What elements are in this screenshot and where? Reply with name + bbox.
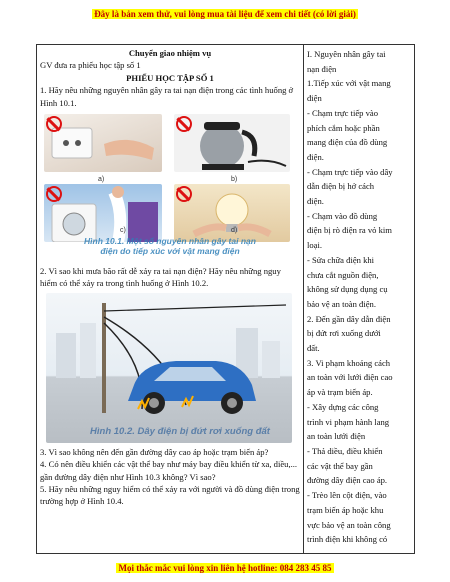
content-line: - Chạm trực tiếp vào dây [307, 166, 393, 177]
content-line: - Thả diều, điều khiển [307, 445, 383, 456]
question-4: 4. Có nên điều khiển các vật thể bay như máy bay điều khiển từ xa, diều,... gần đường dây điện như Hình 10.3 không? Vì sao? [40, 459, 298, 482]
content-line: các vật thể bay gần [307, 460, 373, 471]
content-lines [307, 47, 411, 547]
content-line: phích cắm hoặc phần [307, 122, 380, 133]
figure-c-label: c) [120, 227, 126, 235]
lesson-table [36, 44, 415, 554]
content-line: loại. [307, 240, 323, 251]
content-line: nạn điện [307, 63, 337, 74]
figure-b-label: b) [231, 176, 238, 184]
question-2: 2. Vì sao khi mưa bão rất dễ xảy ra tai nạn điện? Hãy nêu những nguy hiểm có thể xảy ra trong tình huống ở Hình 10.2. [40, 266, 281, 289]
content-line: vực bảo vệ an toàn công [307, 519, 391, 530]
figure-10-2-caption: Hình 10.2. Dây điện bị đứt rơi xuống đất [90, 425, 270, 437]
content-line: điện bị rò điện ra vỏ kim [307, 225, 392, 236]
content-line: điện. [307, 151, 324, 162]
content-line: không sử dụng dụng cụ [307, 284, 388, 295]
fallen-wire-car-illustration [46, 293, 292, 443]
content-line: điện. [307, 196, 324, 207]
content-line: bảo vệ an toàn điện. [307, 298, 376, 309]
question-5: 5. Hãy nêu những nguy hiểm có thể xảy ra với người và đồ dùng điện trong trường hợp ở Hình 10.4. [40, 484, 300, 507]
content-line: điện [307, 93, 322, 104]
content-line: - Chạm vào đồ dùng [307, 210, 378, 221]
content-line: đường dây điện cao áp. [307, 475, 388, 486]
preview-banner: Đây là bản xem thử, vui lòng mua tài liệu để xem chi tiết (có lời giải) [94, 9, 356, 19]
figure-10-2 [40, 293, 300, 443]
question-1: 1. Hãy nêu những nguyên nhân gây ra tai nạn điện trong các tình huống ở Hình 10.1. [40, 85, 294, 108]
content-line: I. Nguyên nhân gây tai [307, 49, 386, 59]
content-line: - Chạm trực tiếp vào [307, 107, 378, 118]
content-line: an toàn lưới điện [307, 431, 366, 442]
content-line: áp và trạm biến áp. [307, 387, 373, 398]
content-line: - Trèo lên cột điện, vào [307, 490, 387, 501]
section-heading: Chuyển giao nhiệm vụ [128, 48, 212, 58]
content-line: đất. [307, 343, 320, 354]
content-line: 3. Vi phạm khoảng cách [307, 357, 391, 368]
teacher-activity-column [37, 45, 304, 554]
content-line: bị đứt rơi xuống dưới [307, 328, 381, 339]
content-line: 1.Tiếp xúc với vật mang [307, 78, 391, 89]
intro-text: GV đưa ra phiếu học tập số 1 [40, 60, 141, 71]
content-column [304, 45, 415, 554]
content-line: trạm biến áp hoặc khu [307, 504, 384, 515]
content-line: trình điện khi không có [307, 534, 388, 545]
content-line: dẫn điện bị hở cách [307, 181, 375, 192]
content-line: mang điện của đồ dùng [307, 137, 388, 148]
content-line: - Sửa chữa điện khi [307, 254, 375, 265]
figure-a-label: a) [98, 176, 105, 184]
fallen-power-line-photo [46, 293, 292, 443]
figure-d-label: d) [231, 227, 238, 235]
figure-10-1-caption: Hình 10.1. Một số nguyên nhân gây tai nạn điện do tiếp xúc với vật mang điện [84, 236, 256, 257]
content-line: - Xây dựng các công [307, 401, 379, 412]
contact-banner: Mọi thắc mắc vui lòng xin liên hệ hotline: 084 283 45 85 [118, 563, 332, 573]
prohibition-sign-icon [46, 186, 62, 202]
content-line: an toàn với lưới điện cao [307, 372, 393, 383]
worksheet-title: PHIẾU HỌC TẬP SỐ 1 [126, 72, 214, 83]
figure-10-1 [40, 112, 300, 262]
content-line: 2. Đến gần dây dẫn điện [307, 313, 391, 324]
question-3: 3. Vì sao không nên đến gần đường dây cao áp hoặc trạm biến áp? [40, 446, 269, 457]
content-line: chưa cắt nguồn điện, [307, 269, 379, 280]
prohibition-sign-icon [46, 116, 62, 132]
content-line: trình vi phạm hành lang [307, 416, 390, 427]
prohibition-sign-icon [176, 186, 192, 202]
prohibition-sign-icon [176, 116, 192, 132]
